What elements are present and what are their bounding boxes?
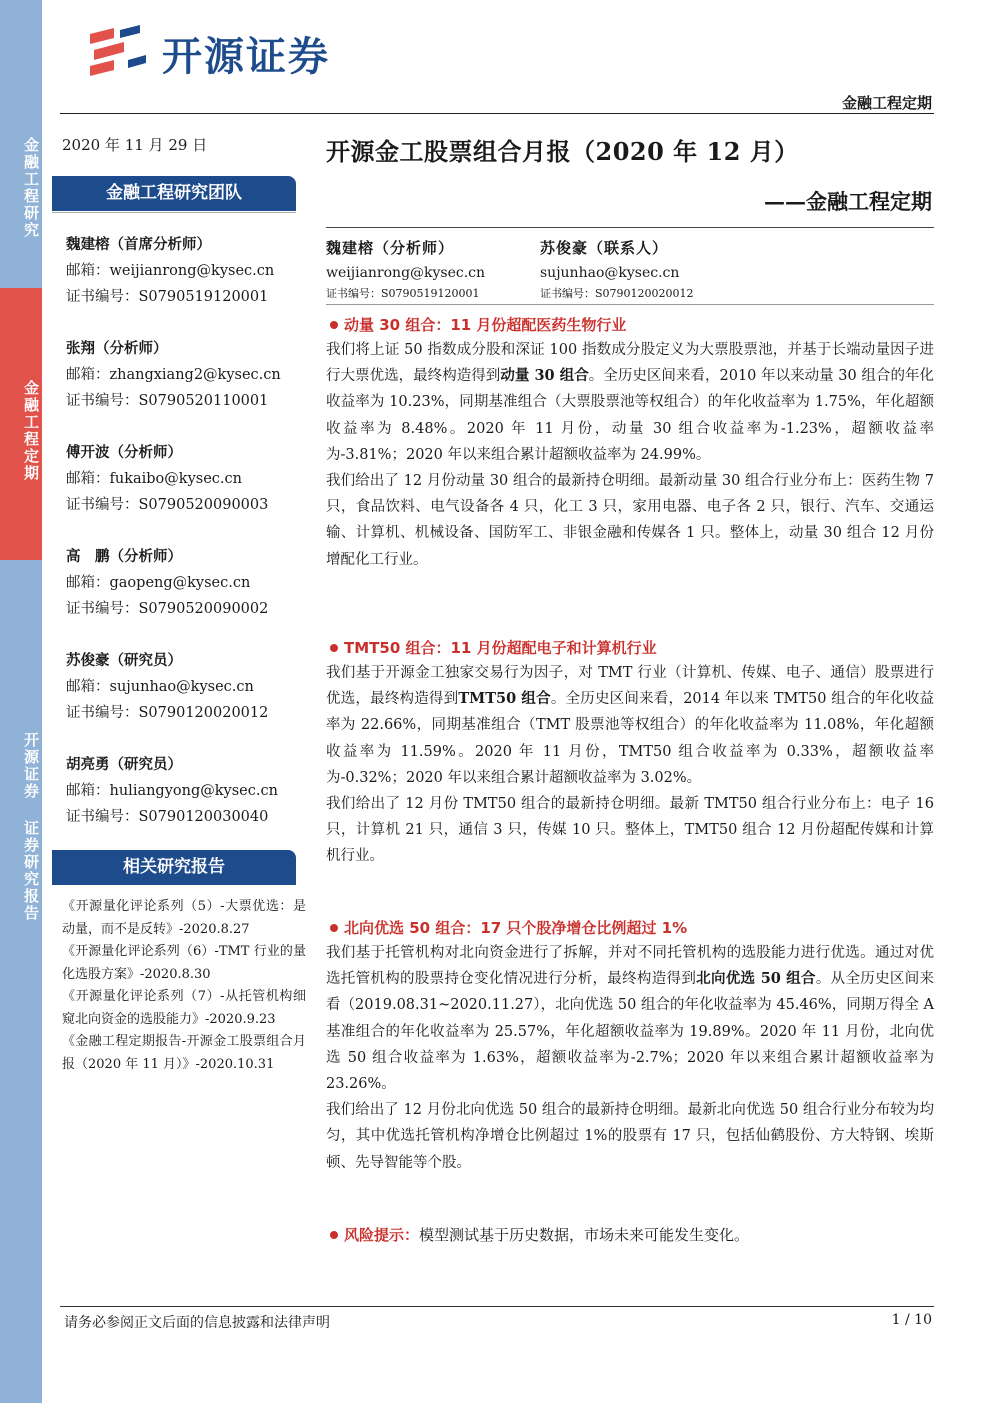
footer-divider — [60, 1306, 934, 1307]
related-reports-title: 相关研究报告 — [52, 850, 296, 885]
analyst-email[interactable]: 邮箱：fukaibo@kysec.cn — [66, 471, 242, 487]
author-name: 苏俊豪（联系人） — [540, 239, 669, 257]
section-heading: 动量 30 组合：11 月份超配医药生物行业 — [326, 313, 934, 337]
brand-logo — [80, 24, 330, 82]
related-report-link[interactable]: 《金融工程定期报告-开源金工股票组合月报（2020 年 11 月）》-2020.10.31 — [62, 1034, 306, 1072]
section-tmt50 — [326, 636, 934, 870]
analyst-cert: 证书编号：S0790120030040 — [66, 809, 269, 825]
author-divider — [326, 304, 934, 305]
analyst-card — [66, 440, 268, 518]
analyst-name: 张翔（分析师） — [66, 340, 168, 357]
analyst-email[interactable]: 邮箱：huliangyong@kysec.cn — [66, 783, 278, 799]
analyst-cert: 证书编号：S0790520110001 — [66, 393, 269, 409]
section-paragraph: 我们给出了 12 月份北向优选 50 组合的最新持仓明细。最新北向优选 50 组合行业分布较为均匀，其中优选托管机构净增仓比例超过 1%的股票有 17 只，包括仙鹤股份、方大特钢、埃斯顿、先导智能等个股。 — [326, 1102, 934, 1171]
analyst-email[interactable]: 邮箱：gaopeng@kysec.cn — [66, 575, 251, 591]
report-subtitle: ——金融工程定期 — [764, 189, 932, 214]
analyst-card — [66, 752, 278, 830]
analyst-cert: 证书编号：S0790120020012 — [66, 705, 269, 721]
header-category: 金融工程定期 — [841, 94, 932, 112]
bullet-icon — [330, 644, 338, 652]
report-date: 2020 年 11 月 29 日 — [62, 136, 208, 154]
analyst-email[interactable]: 邮箱：sujunhao@kysec.cn — [66, 679, 254, 695]
related-report-link[interactable]: 《开源量化评论系列（5）-大票优选：是动量，而不是反转》-2020.8.27 — [62, 899, 306, 937]
report-title: 开源金工股票组合月报（2020 年 12 月） — [326, 137, 799, 166]
section-heading: 北向优选 50 组合：17 只个股净增仓比例超过 1% — [326, 916, 934, 940]
section-paragraph: 我们给出了 12 月份 TMT50 组合的最新持仓明细。最新 TMT50 组合行业分布上：电子 16 只，计算机 21 只，通信 3 只，传媒 10 只。整体上，TMT50 组合 12 月份超配传媒和计算机行业。 — [326, 796, 934, 865]
analyst-name: 魏建榕（首席分析师） — [66, 236, 211, 253]
related-report-link[interactable]: 《开源量化评论系列（6）-TMT 行业的量化选股方案》-2020.8.30 — [62, 944, 306, 982]
author-cert: 证书编号：S0790519120001 — [326, 287, 480, 300]
risk-text: 模型测试基于历史数据，市场未来可能发生变化。 — [419, 1226, 750, 1244]
bullet-icon — [330, 924, 338, 932]
analyst-email[interactable]: 邮箱：weijianrong@kysec.cn — [66, 263, 275, 279]
brand-name: 开源证券 — [162, 33, 330, 80]
header-divider — [60, 113, 934, 114]
analyst-cert: 证书编号：S0790520090003 — [66, 497, 269, 513]
analyst-card — [66, 336, 281, 414]
related-reports-list — [62, 896, 306, 1076]
section-paragraph: 我们基于开源金工独家交易行为因子，对 TMT 行业（计算机、传媒、电子、通信）股票进行优选，最终构造得到TMT50 组合。全历史区间来看，2014 年以来 TMT50 组合的年化收益率为 22.66%，同期基准组合（TMT 股票池等权组合）的年化收益率为 11.08%，年化超额收益率为 11.59%。2020 年 11 月份，TMT50 组合收益率为 0.33%，超额收益率为-0.32%；2020 年以来组合累计超额收益率为 3.02%。 — [326, 665, 935, 786]
section-paragraph: 我们基于托管机构对北向资金进行了拆解，并对不同托管机构的选股能力进行优选。通过对优选托管机构的股票持仓变化情况进行分析，最终构造得到北向优选 50 组合。从全历史区间来看（2019.08.31~2020.11.27），北向优选 50 组合的年化收益率为 45.46%，同期万得全 A 基准组合的年化收益率为 25.57%，年化超额收益率为 19.89%。2020 年 11 月份，北向优选 50 组合收益率为 1.63%，超额收益率为-2.7%；2020 年以来组合累计超额收益率为 23.26%。 — [326, 945, 934, 1093]
analyst-name: 傅开波（分析师） — [66, 444, 182, 461]
author-email[interactable]: sujunhao@kysec.cn — [540, 265, 680, 281]
sidebar-label-research: 金融工程研究 — [22, 137, 40, 239]
risk-warning — [326, 1222, 749, 1248]
team-title: 金融工程研究团队 — [52, 176, 296, 211]
section-paragraph: 我们给出了 12 月份动量 30 组合的最新持仓明细。最新动量 30 组合行业分布上：医药生物 7 只，食品饮料、电气设备各 4 只，化工 3 只，家用电器、电子各 2 只，银行、汽车、交通运输、计算机、机械设备、国防军工、非银金融和传媒各 1 只。整体上，动量 30 组合 12 月份增配化工行业。 — [326, 473, 934, 568]
section-northbound50 — [326, 916, 934, 1176]
author-cert: 证书编号：S0790120020012 — [540, 287, 694, 300]
analyst-card — [66, 232, 274, 310]
author-card — [540, 236, 694, 302]
analyst-name: 胡亮勇（研究员） — [66, 756, 182, 773]
logo-mark-icon — [80, 24, 152, 82]
bullet-icon — [330, 1231, 338, 1239]
section-paragraph: 我们将上证 50 指数成分股和深证 100 指数成分股定义为大票股票池，并基于长端动量因子进行大票优选，最终构造得到动量 30 组合。全历史区间来看，2010 年以来动量 30 组合的年化收益率为 10.23%，同期基准组合（大票股票池等权组合）的年化收益率为 1.75%，年化超额收益率为 8.48%。2020 年 11 月份，动量 30 组合收益率为-1.23%，超额收益率为-3.81%；2020 年以来组合累计超额收益率为 24.99%。 — [326, 342, 934, 463]
analyst-card — [66, 544, 268, 622]
page-number: 1 / 10 — [891, 1312, 932, 1328]
sidebar-label-brand: 开源证券 证券研究报告 — [22, 732, 40, 922]
author-email[interactable]: weijianrong@kysec.cn — [326, 265, 486, 281]
risk-label: 风险提示： — [344, 1226, 420, 1244]
analyst-name: 高 鹏（分析师） — [66, 548, 182, 565]
team-divider — [52, 212, 296, 213]
footer-disclaimer: 请务必参阅正文后面的信息披露和法律声明 — [64, 1315, 330, 1331]
author-name: 魏建榕（分析师） — [326, 239, 455, 257]
analyst-name: 苏俊豪（研究员） — [66, 652, 182, 669]
analyst-email[interactable]: 邮箱：zhangxiang2@kysec.cn — [66, 367, 281, 383]
analyst-cert: 证书编号：S0790519120001 — [66, 289, 269, 305]
analyst-card — [66, 648, 268, 726]
section-momentum30 — [326, 313, 934, 573]
author-card — [326, 236, 485, 302]
sidebar-label-periodic: 金融工程定期 — [0, 288, 42, 560]
section-heading: TMT50 组合：11 月份超配电子和计算机行业 — [326, 636, 934, 660]
analyst-cert: 证书编号：S0790520090002 — [66, 601, 269, 617]
bullet-icon — [330, 321, 338, 329]
related-report-link[interactable]: 《开源量化评论系列（7）-从托管机构细窥北向资金的选股能力》-2020.9.23 — [62, 989, 306, 1027]
title-divider — [326, 227, 934, 228]
